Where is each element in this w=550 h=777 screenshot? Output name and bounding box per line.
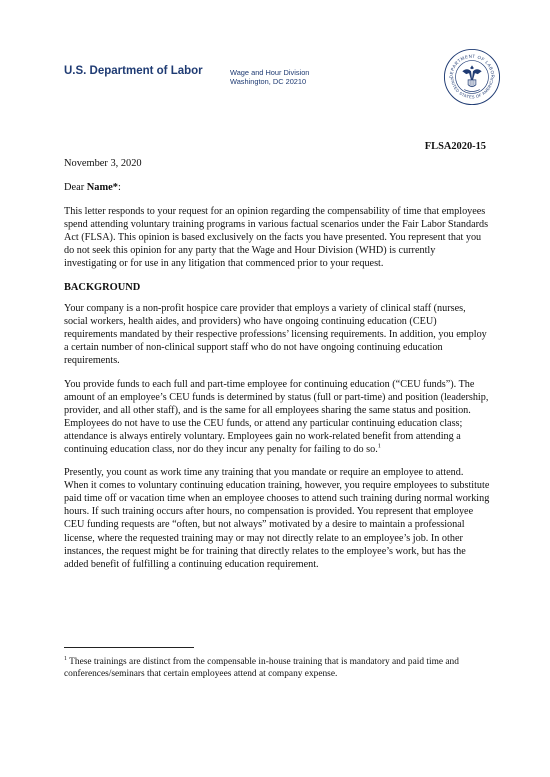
footnote xyxy=(64,656,494,680)
department-seal-logo xyxy=(443,48,501,106)
department-name: U.S. Department of Labor xyxy=(64,65,203,77)
salutation xyxy=(64,182,121,193)
intro-paragraph: This letter responds to your request for an opinion regarding the compensability of time that employees spend attending voluntary training programs in various factual scenarios under the Fair Labor Standards Act (FLSA). This opinion is based exclusively on the facts you have presented. You represent that you do not seek this opinion for any party that the Wage and Hour Division (WHD) is currently investigating or for use in any litigation that commenced prior to your request. xyxy=(64,206,489,270)
letter-date: November 3, 2020 xyxy=(64,158,142,169)
division-address xyxy=(230,68,309,87)
background-paragraph-1: Your company is a non-profit hospice care provider that employs a variety of clinical staff (nurses, social workers, health aides, and providers) who have ongoing continuing education (CEU) requirements mandated by their respective professions’ licensing requirements. In addition, you employ a certain number of non-clinical support staff who do not have ongoing continuing education requirements. xyxy=(64,302,487,366)
background-paragraph-2-text: You provide funds to each full and part-time employee for continuing education (“CEU funds”). The amount of an employee’s CEU funds is determined by status (full or part-time) and position (leadership, provider, and all other staff), and is the same for all employees sharing the same status and position. Employees do not have to use the CEU funds, or attend any particular continuing education class; attendance is always entirely voluntary. Employees gain no work-related benefit from attending a continuing education class, nor do they incur any penalty for failing to do so. xyxy=(64,378,489,455)
footnote-reference[interactable]: 1 xyxy=(377,442,382,450)
background-paragraph-3: Presently, you count as work time any training that you mandate or require an employee to attend. When it comes to voluntary continuing education training, however, you require employees to substitute paid time off or vacation time when an employee chooses to attend such training during normal working hours. If such training occurs after hours, no compensation is provided. You represent that employee CEU funding requests are “often, but not always” motivated by a desire to maintain a professional license, where the requested training may or may not directly relate to an employee’s job. In other instances, the request might be for training that directly relates to the employee’s work, but has the added benefit of fulfilling a continuing education requirement. xyxy=(64,467,490,570)
salutation-suffix: : xyxy=(117,182,121,193)
opinion-reference-number: FLSA2020-15 xyxy=(424,141,486,152)
footnote-marker: 1 xyxy=(64,655,67,662)
background-paragraph-2 xyxy=(64,378,490,456)
division-name: Wage and Hour Division xyxy=(230,68,310,77)
svg-text:UNITED STATES OF AMERICA: UNITED STATES OF AMERICA xyxy=(449,77,495,100)
letter-body xyxy=(64,205,490,581)
recipient-name: Name* xyxy=(86,182,118,193)
footnote-text: These trainings are distinct from the compensable in-house training that is mandatory and paid time and conferences/seminars that certain employees attend at company expense. xyxy=(64,657,459,679)
svg-text:DEPARTMENT OF LABOR: DEPARTMENT OF LABOR xyxy=(448,53,496,79)
division-city: Washington, DC 20210 xyxy=(230,77,307,87)
letterhead xyxy=(64,53,504,124)
background-heading: BACKGROUND xyxy=(64,281,141,293)
salutation-prefix: Dear xyxy=(64,182,87,193)
footnote-divider xyxy=(64,647,194,648)
